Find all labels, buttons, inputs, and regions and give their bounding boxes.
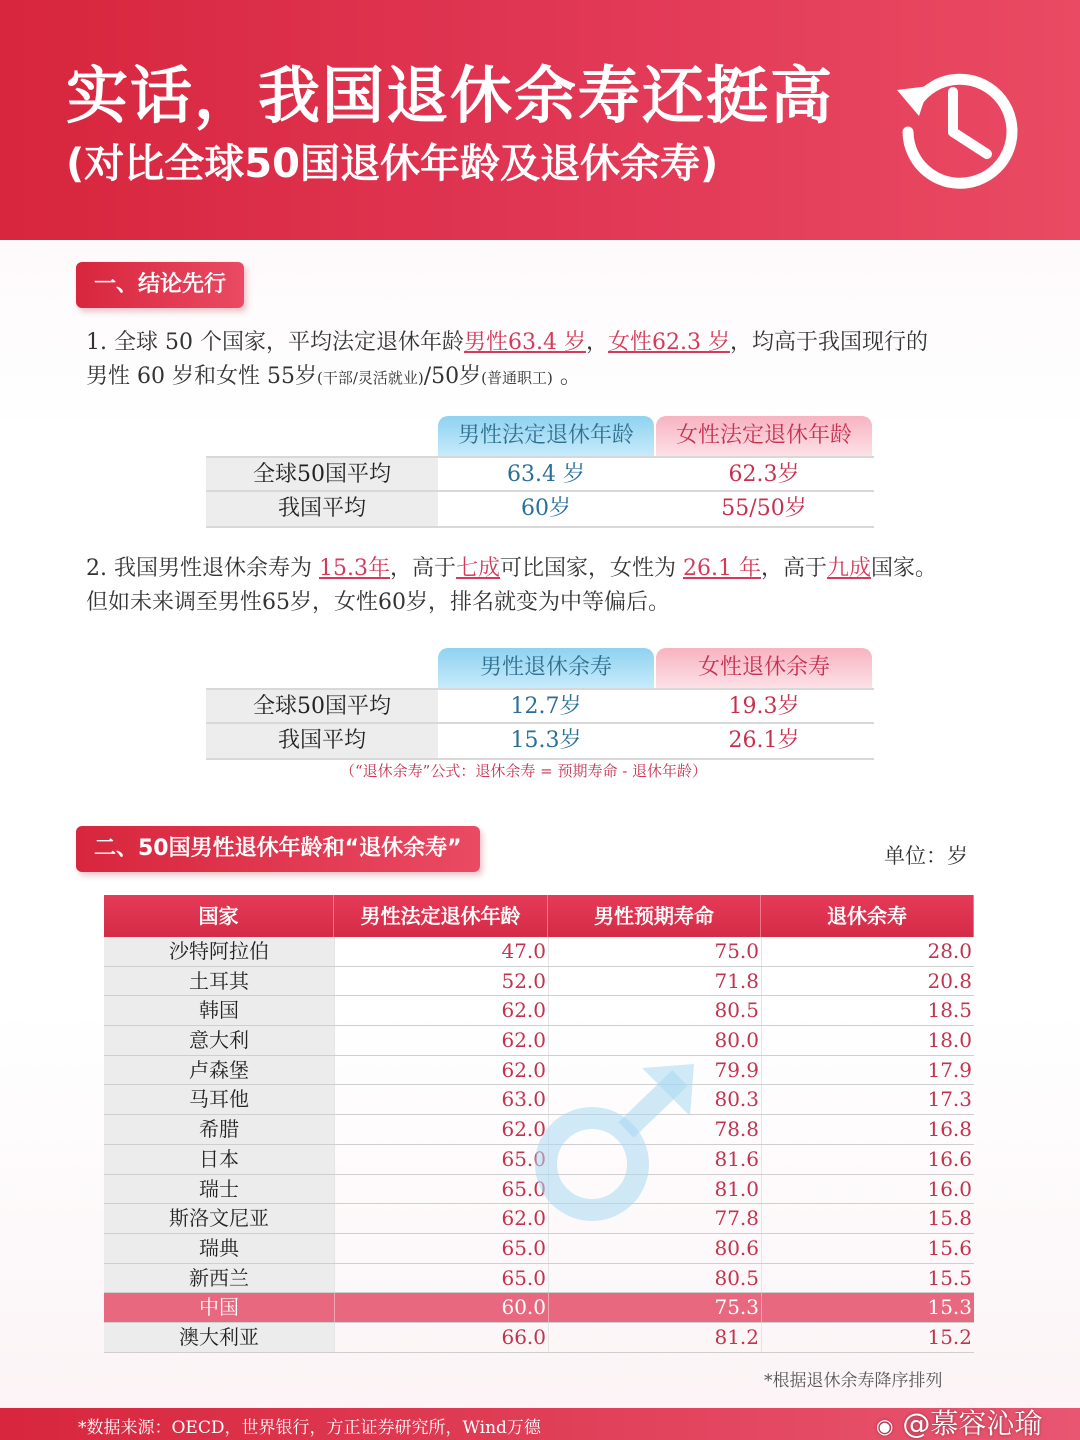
retirement-age-cell: 62.0 bbox=[334, 996, 548, 1025]
female-value: 19.3岁 bbox=[728, 694, 800, 719]
p1-line2-c: 。 bbox=[552, 364, 582, 389]
p1-text-a: 1. 全球 50 个国家，平均法定退休年龄 bbox=[86, 330, 464, 355]
remaining-years-cell: 15.2 bbox=[761, 1323, 974, 1352]
retirement-age-cell: 65.0 bbox=[334, 1175, 548, 1204]
life-expectancy-cell: 80.3 bbox=[548, 1085, 761, 1114]
summary-table-2-row bbox=[206, 724, 874, 760]
row-label: 全球50国平均 bbox=[206, 690, 438, 722]
paragraph-1-line-2 bbox=[86, 360, 928, 395]
life-expectancy-cell: 80.5 bbox=[548, 1264, 761, 1293]
weibo-handle: @慕容沁瑜 bbox=[902, 1407, 1043, 1440]
retirement-age-summary-table bbox=[206, 416, 874, 528]
life-expectancy-cell: 78.8 bbox=[548, 1115, 761, 1144]
life-expectancy-cell: 81.0 bbox=[548, 1175, 761, 1204]
page-title: 实话，我国退休余寿还挺高 bbox=[66, 59, 835, 132]
country-cell: 马耳他 bbox=[104, 1085, 334, 1114]
remaining-years-cell: 17.3 bbox=[761, 1085, 974, 1114]
remaining-years-cell: 15.8 bbox=[761, 1204, 974, 1233]
retirement-age-cell: 65.0 bbox=[334, 1234, 548, 1263]
country-cell: 中国 bbox=[104, 1293, 334, 1322]
weibo-logo-icon: ◉ bbox=[876, 1414, 894, 1438]
p1-text-c: ，均高于我国现行的 bbox=[729, 330, 928, 355]
table-row bbox=[104, 1264, 974, 1294]
unit-label: 单位：岁 bbox=[884, 844, 968, 868]
female-value: 26.1岁 bbox=[728, 728, 800, 753]
p2-text-e: 国家。 bbox=[871, 556, 938, 581]
column-header-life-expectancy: 男性预期寿命 bbox=[548, 895, 761, 937]
paragraph-2-line-2: 但如未来调至男性65岁，女性60岁，排名就变为中等偏后。 bbox=[86, 590, 670, 615]
male-symbol-icon bbox=[530, 1060, 710, 1230]
life-expectancy-cell: 80.0 bbox=[548, 1026, 761, 1055]
summary-table-2-header bbox=[206, 648, 874, 688]
remaining-years-cell: 16.8 bbox=[761, 1115, 974, 1144]
country-cell: 澳大利亚 bbox=[104, 1323, 334, 1352]
life-expectancy-cell: 80.6 bbox=[548, 1234, 761, 1263]
p2-text-d: ，高于 bbox=[761, 556, 828, 581]
p2-text-c: 可比国家，女性为 bbox=[500, 556, 684, 581]
table-header bbox=[104, 895, 974, 937]
p2-female-highlight: 26.1 年 bbox=[683, 556, 761, 581]
summary-table-1-row bbox=[206, 492, 874, 528]
male-value: 60岁 bbox=[521, 496, 571, 521]
p1-line2-a: 男性 60 岁和女性 55岁 bbox=[86, 364, 317, 389]
retirement-age-cell: 66.0 bbox=[334, 1323, 548, 1352]
remaining-years-cell: 20.8 bbox=[761, 967, 974, 996]
remaining-years-cell: 16.0 bbox=[761, 1175, 974, 1204]
p1-female-highlight: 女性62.3 岁 bbox=[607, 330, 730, 355]
life-expectancy-cell: 81.6 bbox=[548, 1145, 761, 1174]
country-cell: 意大利 bbox=[104, 1026, 334, 1055]
clock-rewind-icon bbox=[895, 62, 1025, 192]
conclusion-paragraph-2 bbox=[86, 552, 937, 620]
row-label: 我国平均 bbox=[206, 492, 438, 526]
table-row bbox=[104, 937, 974, 967]
table-row bbox=[104, 1323, 974, 1353]
country-cell: 斯洛文尼亚 bbox=[104, 1204, 334, 1233]
weibo-watermark bbox=[876, 1402, 1042, 1440]
retirement-age-cell: 63.0 bbox=[334, 1085, 548, 1114]
remaining-years-cell: 18.5 bbox=[761, 996, 974, 1025]
country-cell: 新西兰 bbox=[104, 1264, 334, 1293]
p2-text-a: 2. 我国男性退休余寿为 bbox=[86, 556, 319, 581]
retirement-age-cell: 65.0 bbox=[334, 1145, 548, 1174]
country-cell: 瑞士 bbox=[104, 1175, 334, 1204]
country-cell: 沙特阿拉伯 bbox=[104, 937, 334, 966]
life-expectancy-cell: 75.3 bbox=[548, 1293, 761, 1322]
summary-table-2-row bbox=[206, 688, 874, 724]
p1-line2-b: /50岁 bbox=[423, 364, 482, 389]
p2-rank-female: 九成 bbox=[827, 556, 872, 581]
header-male-remaining: 男性退休余寿 bbox=[438, 648, 654, 688]
summary-table-1-row bbox=[206, 456, 874, 492]
remaining-years-cell: 28.0 bbox=[761, 937, 974, 966]
life-expectancy-cell: 71.8 bbox=[548, 967, 761, 996]
retirement-age-cell: 62.0 bbox=[334, 1204, 548, 1233]
country-cell: 瑞典 bbox=[104, 1234, 334, 1263]
country-cell: 日本 bbox=[104, 1145, 334, 1174]
p1-text-b: ， bbox=[585, 330, 608, 355]
country-cell: 韩国 bbox=[104, 996, 334, 1025]
p2-male-highlight: 15.3年 bbox=[318, 556, 390, 581]
remaining-years-cell: 18.0 bbox=[761, 1026, 974, 1055]
retirement-age-cell: 52.0 bbox=[334, 967, 548, 996]
remaining-years-cell: 15.6 bbox=[761, 1234, 974, 1263]
country-cell: 土耳其 bbox=[104, 967, 334, 996]
retirement-age-cell: 60.0 bbox=[334, 1293, 548, 1322]
retirement-remaining-summary-table bbox=[206, 648, 874, 760]
table-row bbox=[104, 1026, 974, 1056]
remaining-years-cell: 15.5 bbox=[761, 1264, 974, 1293]
country-cell: 希腊 bbox=[104, 1115, 334, 1144]
life-expectancy-cell: 77.8 bbox=[548, 1204, 761, 1233]
column-header-retirement-age: 男性法定退休年龄 bbox=[334, 895, 548, 937]
header-male-retirement-age: 男性法定退休年龄 bbox=[438, 416, 654, 456]
life-expectancy-cell: 80.5 bbox=[548, 996, 761, 1025]
summary-table-1-header bbox=[206, 416, 874, 456]
formula-note: （“退休余寿”公式：退休余寿 = 预期寿命 - 退休年龄） bbox=[340, 762, 708, 780]
table-row bbox=[104, 1234, 974, 1264]
male-value: 12.7岁 bbox=[510, 694, 582, 719]
p2-text-b: ，高于 bbox=[389, 556, 456, 581]
conclusion-paragraph-1 bbox=[86, 326, 928, 395]
paragraph-2-line-1 bbox=[86, 552, 937, 586]
section2-badge: 二、50国男性退休年龄和“退休余寿” bbox=[76, 826, 480, 872]
life-expectancy-cell: 79.9 bbox=[548, 1056, 761, 1085]
retirement-age-cell: 62.0 bbox=[334, 1115, 548, 1144]
retirement-age-cell: 47.0 bbox=[334, 937, 548, 966]
female-value: 55/50岁 bbox=[721, 496, 807, 521]
life-expectancy-cell: 75.0 bbox=[548, 937, 761, 966]
remaining-years-cell: 15.3 bbox=[761, 1293, 974, 1322]
table-row bbox=[104, 967, 974, 997]
header-female-remaining: 女性退休余寿 bbox=[656, 648, 872, 688]
header-banner bbox=[0, 0, 1080, 240]
row-label: 我国平均 bbox=[206, 724, 438, 758]
row-label: 全球50国平均 bbox=[206, 458, 438, 490]
p1-note-2: (普通职工) bbox=[481, 369, 553, 387]
p2-rank-male: 七成 bbox=[456, 556, 501, 581]
header-female-retirement-age: 女性法定退休年龄 bbox=[656, 416, 872, 456]
column-header-country: 国家 bbox=[104, 895, 334, 937]
remaining-years-cell: 17.9 bbox=[761, 1056, 974, 1085]
male-value: 15.3岁 bbox=[510, 728, 582, 753]
page-subtitle: (对比全球50国退休年龄及退休余寿) bbox=[66, 141, 719, 187]
retirement-age-cell: 65.0 bbox=[334, 1264, 548, 1293]
table-row-china-highlight bbox=[104, 1293, 974, 1323]
country-cell: 卢森堡 bbox=[104, 1056, 334, 1085]
paragraph-1-line-1 bbox=[86, 326, 928, 360]
remaining-years-cell: 16.6 bbox=[761, 1145, 974, 1174]
section1-badge: 一、结论先行 bbox=[76, 262, 244, 308]
life-expectancy-cell: 81.2 bbox=[548, 1323, 761, 1352]
retirement-age-cell: 62.0 bbox=[334, 1026, 548, 1055]
male-value: 63.4 岁 bbox=[507, 462, 585, 487]
retirement-age-cell: 62.0 bbox=[334, 1056, 548, 1085]
sort-footnote: *根据退休余寿降序排列 bbox=[764, 1371, 943, 1391]
data-source: *数据来源：OECD，世界银行，方正证券研究所，Wind万德 bbox=[78, 1418, 541, 1438]
table-row bbox=[104, 996, 974, 1026]
p1-note-1: (干部/灵活就业) bbox=[316, 369, 424, 387]
p1-male-highlight: 男性63.4 岁 bbox=[463, 330, 586, 355]
female-value: 62.3岁 bbox=[728, 462, 800, 487]
column-header-remaining-years: 退休余寿 bbox=[761, 895, 974, 937]
